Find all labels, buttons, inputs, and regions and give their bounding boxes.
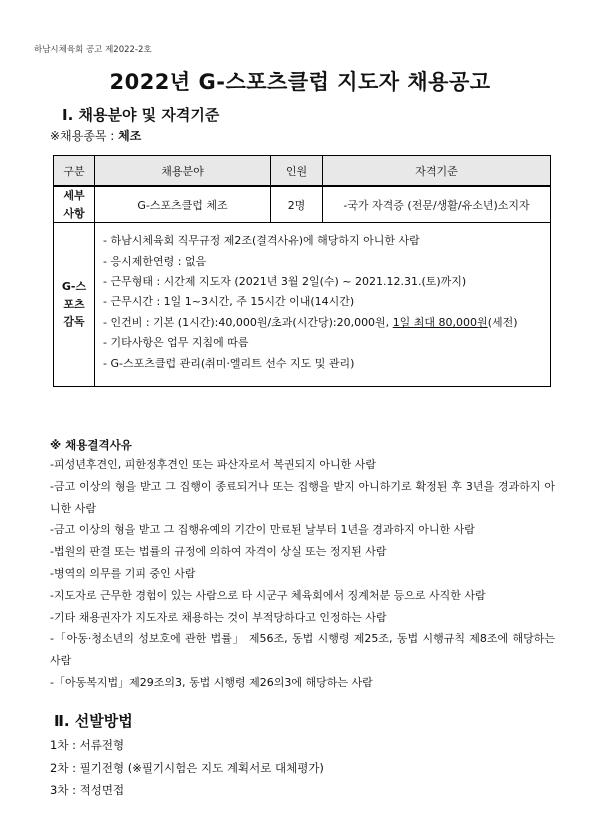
list-item: -「아동복지법」제29조의3, 동법 시행령 제26의3에 해당하는 사람	[50, 675, 373, 689]
list-item: - G-스포츠클럽 관리(취미·엘리트 선수 지도 및 관리)	[103, 356, 355, 370]
list-item: -금고 이상의 형을 받고 그 집행유예의 기간이 만료된 날부터 1년을 경과하지 아니한 사람	[50, 523, 475, 537]
recruit-event-value: 체조	[118, 129, 142, 143]
table-header-cell: 인원	[271, 156, 323, 187]
qualification-cell: -국가 자격증 (전문/생활/유소년)소지자	[323, 186, 551, 223]
recruit-event	[50, 127, 141, 144]
page-title: 2022년 G-스포츠클럽 지도자 채용공고	[109, 70, 491, 94]
table-header-row	[54, 156, 551, 187]
row-label-details: 세부 사항	[54, 186, 95, 223]
list-item: - 근무형태 : 시간제 지도자 (2021년 3월 2일(수) ~ 2021.12.31.(토)까지)	[103, 275, 467, 288]
list-item: -피성년후견인, 피한정후견인 또는 파산자로서 복권되지 아니한 사람	[50, 458, 376, 471]
section2-heading: Ⅱ. 선발방법	[54, 712, 133, 730]
row-label-director: G-스 포츠 감독	[54, 223, 95, 387]
recruitment-table	[53, 155, 551, 387]
disqualification-list	[50, 454, 555, 694]
list-item: -지도자로 근무한 경험이 있는 사람으로 타 시군구 체육회에서 징계처분 등으로 사직한 사람	[50, 588, 486, 602]
list-item: - 하남시체육회 직무규정 제2조(결격사유)에 해당하지 아니한 사람	[103, 234, 420, 248]
list-item: -기타 채용권자가 지도자로 채용하는 것이 부적당하다고 인정하는 사람	[50, 610, 387, 624]
list-item: - 근무시간 : 1일 1~3시간, 주 15시간 이내(14시간)	[103, 295, 355, 309]
table-header-cell: 채용분야	[95, 156, 271, 187]
section1-heading: Ⅰ. 채용분야 및 자격기준	[62, 106, 220, 124]
list-item: -금고 이상의 형을 받고 그 집행이 종료되거나 또는 집행을 받지 아니하기로 확정된 후 3년을 경과하지 아니한 사람	[50, 479, 555, 515]
table-header-cell: 구분	[54, 156, 95, 187]
disqualification-title: ※ 채용결격사유	[50, 438, 132, 452]
list-item: 2차 : 필기전형 (※필기시험은 지도 계획서로 대체평가)	[50, 760, 324, 775]
pay-max: 1일 최대 80,000원	[392, 315, 488, 329]
count-cell: 2명	[271, 186, 323, 223]
pay-item	[103, 313, 550, 333]
list-item: -병역의 의무를 기피 중인 사람	[50, 566, 196, 580]
list-item: 1차 : 서류전형	[50, 738, 125, 752]
table-row	[54, 223, 551, 387]
recruit-event-label: ※채용종목 :	[50, 129, 119, 143]
list-item: - 응시제한연령 : 없음	[103, 254, 207, 268]
selection-steps	[50, 734, 324, 802]
pay-prefix: - 인건비 : 기본 (1시간):40,000원/초과(시간당):20,000원,	[103, 315, 393, 329]
notice-number: 하남시체육회 공고 제2022-2호	[34, 45, 152, 55]
table-header-cell: 자격기준	[323, 156, 551, 187]
table-row	[54, 186, 551, 223]
duty-list	[103, 231, 550, 374]
list-item: 3차 : 적성면접	[50, 783, 125, 797]
list-item: - 기타사항은 업무 지침에 따름	[103, 336, 249, 350]
duty-cell	[95, 223, 551, 387]
list-item: -법원의 판결 또는 법률의 규정에 의하여 자격이 상실 또는 정지된 사람	[50, 545, 387, 559]
field-cell: G-스포츠클럽 체조	[95, 186, 271, 223]
pay-suffix: (세전)	[487, 315, 518, 329]
list-item: -「아동·청소년의 성보호에 관한 법률」 제56조, 동법 시행령 제25조, 동법 시행규칙 제8조에 해당하는 사람	[50, 632, 555, 668]
